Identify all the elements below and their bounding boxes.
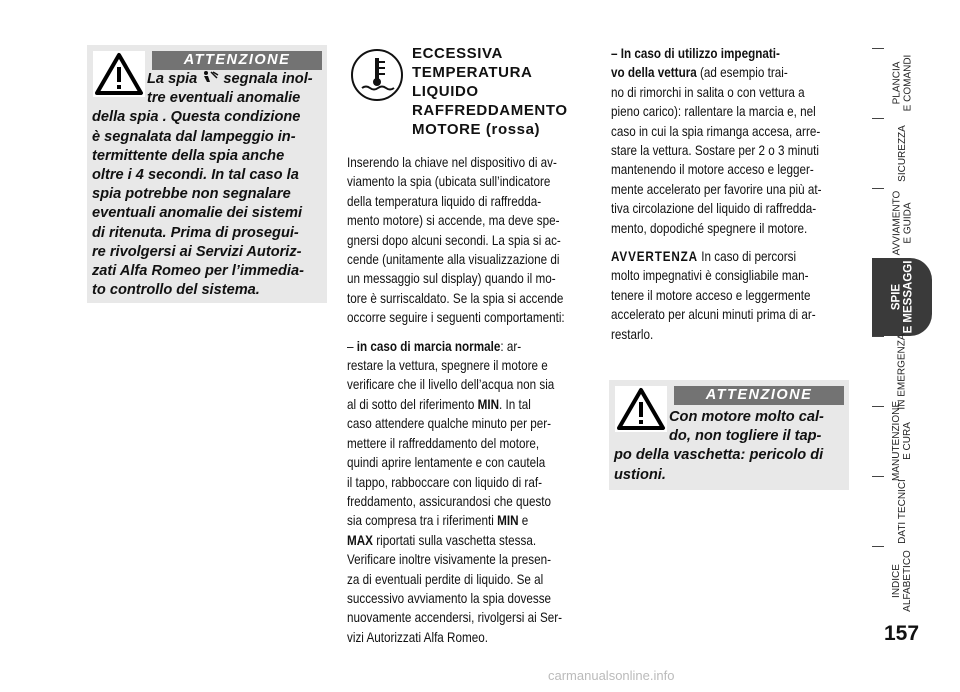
heavy-use-label: In caso di utilizzo impegnati- xyxy=(620,46,780,61)
avvertenza-label: AVVERTENZA xyxy=(611,249,698,265)
tab-indice-alfabetico[interactable]: INDICE ALFABETICO xyxy=(891,550,913,612)
tab-in-emergenza[interactable]: IN EMERGENZA xyxy=(896,332,908,410)
footer-watermark: carmanualsonline.info xyxy=(548,668,675,683)
middle-column: Inserendo la chiave nel dispositivo di av- viamento la spia (ubicata sull’indicatore della temperatura liquido di raffredda- mento motore) si accende, ma deve spe- gnersi dopo alcuni secondi. La spia si ac- cende (unitamente alla visualizzazione di un messaggio sul display) quando il mo- tore è surriscaldato. Se la spia si accende occorre seguire i seguenti comportamenti: – in caso di marcia normale: ar- restare la vettura, spegnere il motore e verificare che il livello dell’acqua non sia al di sotto del riferimento MIN. In tal caso attendere qualche minuto per per- mettere il raffreddamento del motore, quindi aprire lentamente e con cautela il tappo, rabboccare con liquido di raf- freddamento, assicurandosi che questo sia compresa tra i riferimenti MIN e MAX riportati sulla vaschetta stessa. Verificare inoltre visivamente la presen- za di eventuali perdite di liquido. Se al successivo avviamento la spia dovesse nuovamente accendersi, rivolgersi ai Ser- vizi Autorizzati Alfa Romeo. xyxy=(347,155,565,645)
normal-label: in caso di marcia normale xyxy=(356,338,501,354)
tab-manutenzione-e-cura[interactable]: MANUTENZIONE E CURA xyxy=(891,401,913,481)
airbag-warning-icon xyxy=(201,70,219,84)
tab-dati-tecnici[interactable]: DATI TECNICI xyxy=(896,478,908,544)
chapter-sidebar xyxy=(872,0,960,692)
tab-plancia-e-comandi[interactable]: PLANCIA E COMANDI xyxy=(890,54,913,112)
tab-sicurezza[interactable]: SICUREZZA xyxy=(896,124,908,182)
coolant-temperature-icon xyxy=(350,48,404,102)
warning-heading: ATTENZIONE xyxy=(674,386,844,405)
section-title: ECCESSIVA TEMPERATURA LIQUIDO RAFFREDDAMENTO MOTORE (rossa) xyxy=(412,45,568,138)
tab-avviamento-e-guida[interactable]: AVVIAMENTO E GUIDA xyxy=(891,190,913,256)
warning-text-left: La spia segnala inol- tre eventuali anomalie della spia . Questa condizione è segnalata dal lampeggio in- termittente della spia anche oltre i 4 secondi. In tal caso la spia potrebbe non segnalare eventuali anomalie dei sistemi di ritenuta. Prima di prosegui- re rivolgersi ai Servizi Autoriz- zati Alfa Romeo per l’immedia- to controllo del sistema. xyxy=(92,71,313,299)
tab-spie-e-messaggi[interactable]: SPIE E MESSAGGI xyxy=(872,258,932,336)
right-column: – In caso di utilizzo impegnati- vo della vettura (ad esempio trai- no di rimorchi in salita o con vettura a pieno carico): rallentare la marcia e, nel caso in cui la spia rimanga accesa, arre- stare la vettura. Sostare per 2 o 3 minuti mantenendo il motore acceso e legger- mente accelerato per favorire una più at- tiva circolazione del liquido di raffredda- mento, dopodiché spegnere il motore. AVVERTENZA In caso di percorsi molto impegnativi è consigliabile man- tenere il motore acceso e leggermente accelerato per alcuni minuti prima di ar- restarlo. xyxy=(611,46,822,342)
warning-text-right: Con motore molto cal- do, non togliere il tap- po della vaschetta: pericolo di ustioni. xyxy=(614,409,824,483)
page-number: 157 xyxy=(884,622,920,645)
warning-heading: ATTENZIONE xyxy=(152,51,322,70)
